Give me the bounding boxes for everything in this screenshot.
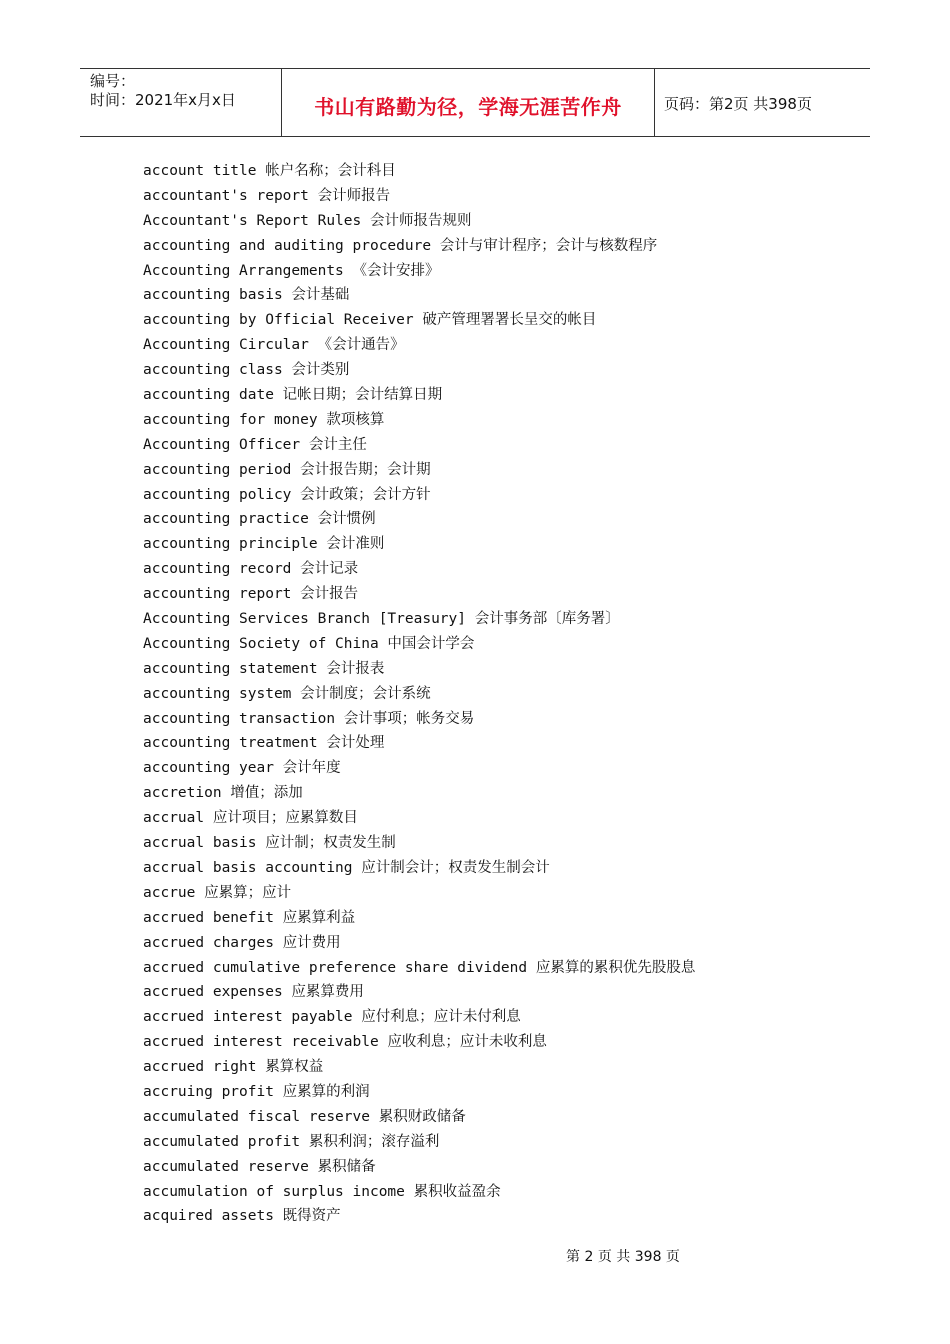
glossary-entry: Accounting Officer 会计主任 [143, 436, 367, 453]
header-info-cell [80, 69, 282, 136]
glossary-entry: accounting principle 会计准则 [143, 536, 385, 553]
glossary-entry: accruing profit 应累算的利润 [143, 1083, 370, 1100]
glossary-entry: accrued right 累算权益 [143, 1059, 324, 1076]
glossary-entry: accounting report 会计报告 [143, 586, 359, 603]
glossary-entry: accounting basis 会计基础 [143, 287, 350, 304]
glossary-entry: Accountant's Report Rules 会计师报告规则 [143, 212, 472, 229]
footer-page-number: 第 2 页 共 398 页 [566, 1249, 680, 1265]
document-number-label: 编号： [90, 72, 136, 90]
page-footer [0, 1246, 950, 1266]
glossary-entry: accounting for money 款项核算 [143, 411, 385, 428]
glossary-entry: accrued interest receivable 应收利息；应计未收利息 [143, 1034, 547, 1051]
glossary-entry: accrued cumulative preference share dividend 应累算的累积优先股股息 [143, 959, 696, 976]
glossary-entry: accounting and auditing procedure 会计与审计程序；会计与核数程序 [143, 237, 658, 254]
glossary-entry: accounting period 会计报告期；会计期 [143, 461, 431, 478]
document-header [80, 68, 870, 137]
glossary-entry: accrual basis accounting 应计制会计；权责发生制会计 [143, 859, 550, 876]
glossary-entry: accumulation of surplus income 累积收益盈余 [143, 1183, 501, 1200]
glossary-entry: accumulated reserve 累积储备 [143, 1158, 376, 1175]
glossary-entry: accrued charges 应计费用 [143, 934, 341, 951]
glossary-entry: accrual 应计项目；应累算数目 [143, 810, 358, 827]
glossary-entry: accrued expenses 应累算费用 [143, 984, 364, 1001]
glossary-entry: accrued interest payable 应付利息；应计未付利息 [143, 1009, 521, 1026]
header-motto-cell [282, 69, 655, 136]
glossary-entry: accretion 增值；添加 [143, 785, 303, 802]
glossary-entry: Accounting Arrangements 《会计安排》 [143, 262, 440, 279]
glossary-entry: accumulated profit 累积利润；滚存溢利 [143, 1133, 440, 1150]
header-page-cell [655, 69, 870, 136]
header-page-code: 页码：第2页 共398页 [664, 95, 812, 113]
document-time-label: 时间：2021年x月x日 [90, 91, 236, 109]
glossary-entry: accounting record 会计记录 [143, 561, 359, 578]
glossary-list [143, 159, 695, 1229]
glossary-entry: accounting practice 会计惯例 [143, 511, 376, 528]
glossary-entry: accounting date 记帐日期；会计结算日期 [143, 387, 443, 404]
glossary-entry: Accounting Circular 《会计通告》 [143, 337, 405, 354]
glossary-entry: accrue 应累算；应计 [143, 884, 292, 901]
glossary-entry: Accounting Society of China 中国会计学会 [143, 635, 475, 652]
glossary-entry: accounting statement 会计报表 [143, 660, 385, 677]
glossary-entry: account title 帐户名称；会计科目 [143, 163, 396, 179]
glossary-entry: accrual basis 应计制；权责发生制 [143, 835, 396, 852]
glossary-entry: accounting year 会计年度 [143, 760, 341, 777]
glossary-entry: accounting by Official Receiver 破产管理署署长呈交的帐目 [143, 312, 597, 329]
glossary-entry: accounting policy 会计政策；会计方针 [143, 486, 431, 503]
glossary-entry: accounting system 会计制度；会计系统 [143, 685, 431, 702]
glossary-entry: accounting class 会计类别 [143, 362, 350, 379]
glossary-entry: accrued benefit 应累算利益 [143, 909, 356, 926]
glossary-entry: accountant's report 会计师报告 [143, 187, 391, 204]
glossary-entry: Accounting Services Branch [Treasury] 会计事务部〔库务署〕 [143, 611, 620, 628]
glossary-entry: accumulated fiscal reserve 累积财政储备 [143, 1108, 466, 1125]
glossary-entry: acquired assets 既得资产 [143, 1208, 341, 1225]
glossary-entry: accounting treatment 会计处理 [143, 735, 385, 752]
motto-text: 书山有路勤为径，学海无涯苦作舟 [314, 95, 622, 119]
glossary-entry: accounting transaction 会计事项；帐务交易 [143, 710, 475, 727]
